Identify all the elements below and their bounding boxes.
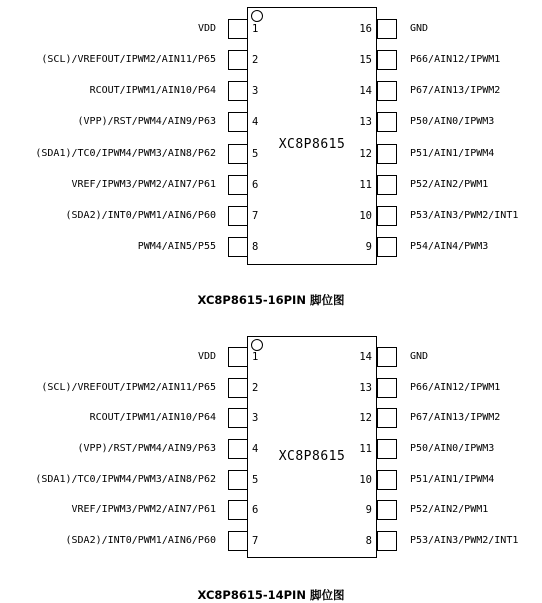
pin-number: 2 bbox=[252, 381, 259, 394]
right-pin-pad bbox=[377, 347, 397, 367]
right-pin-pad bbox=[377, 206, 397, 226]
pin-label: P51/AIN1/IPWM4 bbox=[410, 147, 495, 159]
pin-label: P66/AIN12/IPWM1 bbox=[410, 381, 501, 393]
left-pin-pad bbox=[228, 439, 248, 459]
right-pin-pad bbox=[377, 378, 397, 398]
left-pin-pad bbox=[228, 237, 248, 257]
left-pin-pad bbox=[228, 378, 248, 398]
pin-label: (SDA1)/TC0/IPWM4/PWM3/AIN8/P62 bbox=[35, 147, 216, 159]
pin-number: 4 bbox=[252, 116, 259, 129]
pin-label: GND bbox=[410, 23, 429, 34]
pinout-diagram-14pin bbox=[0, 330, 542, 602]
pin-label: (SCL)/VREFOUT/IPWM2/AIN11/P65 bbox=[41, 54, 216, 66]
pin-number: 14 bbox=[359, 351, 372, 363]
pin-number: 13 bbox=[359, 381, 372, 394]
chip-name: XC8P8615 bbox=[278, 137, 346, 152]
left-pin-pad bbox=[228, 347, 248, 367]
pin-label: P53/AIN3/PWM2/INT1 bbox=[410, 209, 519, 221]
pin-number: 6 bbox=[252, 178, 259, 191]
pin-number: 1 bbox=[252, 23, 259, 35]
pin-label: PWM4/AIN5/P55 bbox=[137, 240, 216, 252]
right-pin-pad bbox=[377, 81, 397, 101]
pin-label: GND bbox=[410, 351, 429, 362]
left-pin-pad bbox=[228, 206, 248, 226]
pin-number: 8 bbox=[365, 535, 372, 548]
pin-label: P50/AIN0/IPWM3 bbox=[410, 443, 495, 454]
left-pin-pad bbox=[228, 531, 248, 551]
pin-number: 6 bbox=[252, 504, 259, 517]
right-pin-pad bbox=[377, 237, 397, 257]
pin-number: 3 bbox=[252, 412, 259, 425]
pin-number: 10 bbox=[359, 473, 372, 486]
right-pin-pad bbox=[377, 50, 397, 70]
pin-number: 11 bbox=[359, 443, 372, 455]
pin-label: (SDA1)/TC0/IPWM4/PWM3/AIN8/P62 bbox=[35, 473, 216, 485]
right-pin-pad bbox=[377, 144, 397, 164]
right-pin-pad bbox=[377, 531, 397, 551]
pin1-marker-icon bbox=[251, 10, 263, 22]
left-pin-pad bbox=[228, 470, 248, 490]
pin-label: P51/AIN1/IPWM4 bbox=[410, 473, 495, 485]
right-pin-pad bbox=[377, 19, 397, 39]
pin-number: 5 bbox=[252, 147, 259, 160]
pin-label: P54/AIN4/PWM3 bbox=[410, 240, 489, 252]
chip-body bbox=[247, 7, 377, 265]
pin-label: VDD bbox=[197, 23, 216, 34]
chip-name: XC8P8615 bbox=[278, 449, 346, 464]
pin-label: (VPP)/RST/PWM4/AIN9/P63 bbox=[77, 443, 216, 454]
pin-label: VREF/IPWM3/PWM2/AIN7/P61 bbox=[71, 504, 216, 516]
pin-number: 5 bbox=[252, 473, 259, 486]
pin-number: 14 bbox=[359, 85, 372, 98]
left-pin-pad bbox=[228, 408, 248, 428]
pin-number: 2 bbox=[252, 54, 259, 67]
diagram-caption: XC8P8615-14PIN 脚位图 bbox=[197, 588, 345, 602]
left-pin-pad bbox=[228, 112, 248, 132]
right-pin-pad bbox=[377, 470, 397, 490]
left-pin-pad bbox=[228, 19, 248, 39]
pin-label: P66/AIN12/IPWM1 bbox=[410, 54, 501, 66]
pin-label: P67/AIN13/IPWM2 bbox=[410, 412, 501, 424]
pin-label: RCOUT/IPWM1/AIN10/P64 bbox=[89, 412, 216, 424]
pin-label: P67/AIN13/IPWM2 bbox=[410, 85, 501, 97]
pin1-marker-icon bbox=[251, 339, 263, 351]
pin-label: VREF/IPWM3/PWM2/AIN7/P61 bbox=[71, 178, 216, 190]
right-pin-pad bbox=[377, 439, 397, 459]
pin-number: 7 bbox=[252, 535, 259, 548]
pin-number: 13 bbox=[359, 116, 372, 129]
diagram-caption: XC8P8615-16PIN 脚位图 bbox=[197, 293, 345, 307]
left-pin-pad bbox=[228, 144, 248, 164]
right-pin-pad bbox=[377, 112, 397, 132]
left-pin-pad bbox=[228, 50, 248, 70]
pin-number: 16 bbox=[359, 23, 372, 35]
pin-number: 1 bbox=[252, 351, 259, 363]
pin-number: 7 bbox=[252, 209, 259, 222]
pin-number: 9 bbox=[365, 240, 372, 253]
pin-number: 8 bbox=[252, 240, 259, 253]
right-pin-pad bbox=[377, 175, 397, 195]
pin-label: P52/AIN2/PWM1 bbox=[410, 178, 489, 190]
pin-label: P52/AIN2/PWM1 bbox=[410, 504, 489, 516]
pin-number: 9 bbox=[365, 504, 372, 517]
pin-number: 4 bbox=[252, 443, 259, 455]
pin-number: 3 bbox=[252, 85, 259, 98]
left-pin-pad bbox=[228, 500, 248, 520]
pin-label: RCOUT/IPWM1/AIN10/P64 bbox=[89, 85, 216, 97]
pin-number: 15 bbox=[359, 54, 372, 67]
pin-label: (SDA2)/INT0/PWM1/AIN6/P60 bbox=[65, 535, 216, 547]
pin-label: VDD bbox=[197, 351, 216, 362]
pin-number: 10 bbox=[359, 209, 372, 222]
right-pin-pad bbox=[377, 408, 397, 428]
left-pin-pad bbox=[228, 81, 248, 101]
pin-number: 12 bbox=[359, 147, 372, 160]
pin-label: (SDA2)/INT0/PWM1/AIN6/P60 bbox=[65, 209, 216, 221]
right-pin-pad bbox=[377, 500, 397, 520]
pin-label: P50/AIN0/IPWM3 bbox=[410, 116, 495, 128]
left-pin-pad bbox=[228, 175, 248, 195]
pin-label: (SCL)/VREFOUT/IPWM2/AIN11/P65 bbox=[41, 381, 216, 393]
pin-number: 11 bbox=[359, 178, 372, 191]
pin-label: P53/AIN3/PWM2/INT1 bbox=[410, 535, 519, 547]
pin-number: 12 bbox=[359, 412, 372, 425]
pin-label: (VPP)/RST/PWM4/AIN9/P63 bbox=[77, 116, 216, 128]
